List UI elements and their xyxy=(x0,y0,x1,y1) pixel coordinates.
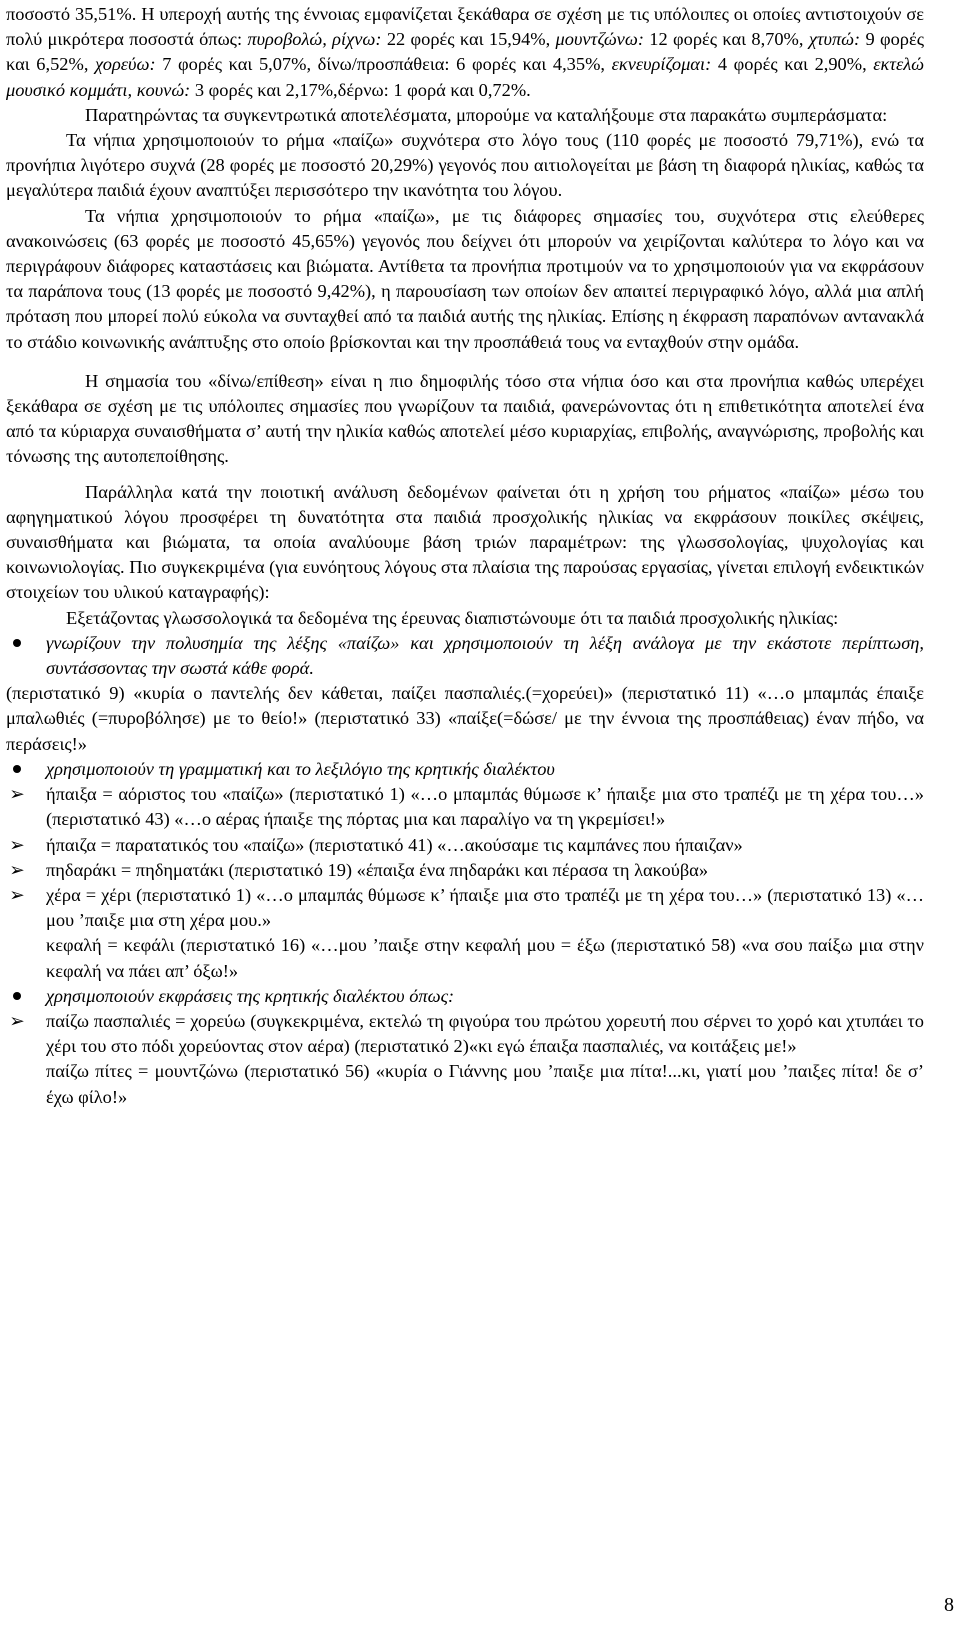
text-run: 4 φορές και 2,90%, xyxy=(711,54,874,75)
text-run: 22 φορές και 15,94%, xyxy=(381,29,556,50)
bullet-dot-icon xyxy=(6,631,28,656)
arrowhead-bullet-icon: ➢ xyxy=(9,884,25,905)
continuation-item xyxy=(6,1059,924,1109)
italic-term: πυροβολώ, ρίχνω: xyxy=(247,29,382,50)
arrow-item-text: παίζω πασπαλιές = χορεύω (συγκεκριμένα, εκτελώ τη φιγούρα του πρώτου χορευτή που σέρνει το χορό και χτυπάει το χέρι του στο πόδι χορεύοντας στον αέρα) (περιστατικό 2)«κι εγώ έπαιξα πασπαλιές, να κοιτάξεις με!» xyxy=(46,1010,924,1057)
arrow-item-text: χέρα = χέρι (περιστατικό 1) «…ο μπαμπάς θύμωσε κ’ ήπαιξε μια στο τραπέζι με τη χέρα του…» (περιστατικό 13) «…μου ’παιξε μια στη χέρα μου.» xyxy=(46,884,924,931)
bullet-item xyxy=(6,984,924,1009)
italic-term: μουντζώνω: xyxy=(555,29,644,50)
free-speech-paragraph: Τα νήπια χρησιμοποιούν το ρήμα «παίζω», με τις διάφορες σημασίες του, συχνότερα στις ελεύθερες ανακοινώσεις (63 φορές με ποσοστό 45,65%) γεγονός που δείχνει ότι μπορούν να χειρίζονται καλύτερα το λόγο και να περιγράφουν διάφορες καταστάσεις και βιώματα. Αντίθετα τα προνήπια προτιμούν να το χρησιμοποιούν για να εκφράσουν τα παράπονα τους (13 φορές με ποσοστό 9,42%), η παρουσίαση των οποίων δεν απαιτεί περιγραφικό λόγο, αλλά μια απλή πρόταση που μπορεί πολύ εύκολα να συνταχθεί από τα παιδιά αυτής της ηλικίας. Επίσης η έκφραση παραπόνων αντανακλά το στάδιο κοινωνικής ανάπτυξης στο οποίο βρίσκονται και την προσπάθειά τους να ενταχθούν στην ομάδα. xyxy=(6,205,924,352)
italic-term: εκτελώ μουσικό κομμάτι, κουνώ: xyxy=(6,54,924,100)
bullet-text: γνωρίζουν την πολυσημία της λέξης «παίζω» και χρησιμοποιούν τη λέξη ανάλογα με την εκάστοτε περίπτωση, συντάσσοντας την σωστά κάθε φορά. xyxy=(46,632,924,679)
arrowhead-bullet-icon: ➢ xyxy=(9,859,25,880)
continuation-item xyxy=(6,933,924,983)
bullet-item xyxy=(6,631,924,681)
arrow-item xyxy=(6,1009,924,1059)
text-run: 9 φορές και 6,52%, xyxy=(6,29,924,75)
infants-paragraph: Τα νήπια χρησιμοποιούν το ρήμα «παίζω» συχνότερα στο λόγο τους (110 φορές με ποσοστό 79,71%), ενώ τα προνήπια λιγότερο συχνά (28 φορές με ποσοστό 20,29%) γεγονός που αιτιολογείται με βάση τη διαφορά ηλικίας, καθώς τα μεγαλύτερα παιδιά έχουν αναπτύξει περισσότερο την ικανότητα του λόγου. xyxy=(6,130,924,201)
bullet-item xyxy=(6,757,924,782)
arrow-item-text: πηδαράκι = πηδηματάκι (περιστατικό 19) «έπαιξα ένα πηδαράκι και πέρασα τη λακούβα» xyxy=(46,859,709,880)
text-run: 7 φορές και 5,07%, δίνω/προσπάθεια: 6 φορές και 4,35%, xyxy=(155,54,612,75)
italic-term: χορεύω: xyxy=(95,54,156,75)
page-number: 8 xyxy=(944,1594,954,1616)
arrow-item-text: ήπαιξα = αόριστος του «παίζω» (περιστατικό 1) «…ο μπαμπάς θύμωσε κ’ ήπαιξε μια στο τραπέζι με τη χέρα του…» (περιστατικό 43) «…ο αέρας ήπαιξε της πόρτας μια και παραλίγο να τη γκρεμίσει!» xyxy=(46,784,924,830)
text-run: 3 φορές και 2,17%,δέρνω: 1 φορά και 0,72%. xyxy=(190,79,531,100)
arrow-item xyxy=(6,858,924,883)
give-attack-paragraph: Η σημασία του «δίνω/επίθεση» είναι η πιο δημοφιλής τόσο στα νήπια όσο και στα προνήπια καθώς υπερέχει ξεκάθαρα σε σχέση με τις υπόλοιπες σημασίες που γνωρίζουν τα παιδιά, φανερώνοντας ότι η επιθετικότητα αποτελεί ένα από τα κύριαρχα συναισθήματα σ’ αυτή την ηλικία καθώς αποτελεί μέσο κυριαρχίας, επιβολής, αναγνώρισης, προβολής και τόνωσης της αυτοπεποίθησης. xyxy=(6,370,924,467)
italic-term: εκνευρίζομαι: xyxy=(611,54,712,75)
italic-term: χτυπώ: xyxy=(808,29,861,50)
arrow-item xyxy=(6,782,924,832)
arrowhead-bullet-icon: ➢ xyxy=(9,1010,25,1031)
examples-paragraph: (περιστατικό 9) «κυρία ο παντελής δεν κάθεται, παίζει πασπαλιές.(=χορεύει)» (περιστατικό 11) «…ο μπαμπάς έπαιξε μπαλωθιές (=πυροβόλησε) με το θείο!» (περιστατικό 33) «παίξε(=δώσε/ με την έννοια της προσπάθειας) έναν πήδο, να περάσεις!» xyxy=(6,683,924,754)
arrowhead-bullet-icon: ➢ xyxy=(9,784,25,805)
arrow-item xyxy=(6,833,924,858)
bullet-dot-icon xyxy=(6,984,28,1009)
conclusions-intro-paragraph: Παρατηρώντας τα συγκεντρωτικά αποτελέσματα, μπορούμε να καταλήξουμε στα παρακάτω συμπεράσματα: xyxy=(85,104,888,125)
linguistic-paragraph: Εξετάζοντας γλωσσολογικά τα δεδομένα της έρευνας διαπιστώνουμε ότι τα παιδιά προσχολικής ηλικίας: xyxy=(66,607,839,628)
arrow-item xyxy=(6,883,924,933)
document-page xyxy=(6,2,924,1110)
bullet-text: χρησιμοποιούν τη γραμματική και το λεξιλόγιο της κρητικής διαλέκτου xyxy=(46,758,555,779)
text-run: ποσοστό 35,51%. Η υπεροχή αυτής της έννοιας εμφανίζεται ξεκάθαρα σε σχέση με τις υπόλοιπες οι οποίες αντιστοιχούν σε πολύ μικρότερα ποσοστά όπως: xyxy=(6,4,924,50)
continuation-text: παίζω πίτες = μουντζώνω (περιστατικό 56) «κυρία ο Γιάννης μου ’παιξε μια πίτα!...κι, γιατί μου ’παιξες πίτα! δε σ’ έχω φίλο!» xyxy=(46,1061,924,1107)
qualitative-paragraph: Παράλληλα κατά την ποιοτική ανάλυση δεδομένων φαίνεται ότι η χρήση του ρήματος «παίζω» μέσω του αφηγηματικού λόγου προσφέρει τη δυνατότητα στα παιδιά προσχολικής ηλικίας να εκφράσουν ποικίλες σκέψεις, συναισθήματα και βιώματα, τα οποία αναλύουμε βάση τριών παραμέτρων: της γλωσσολογίας, ψυχολογίας και κοινωνιολογίας. Πιο συγκεκριμένα (για ευνόητους λόγους στα πλαίσια της παρούσας εργασίας, γίνεται επιλογή ενδεικτικών στοιχείων του υλικού καταγραφής): xyxy=(6,481,924,603)
bullet-dot-icon xyxy=(6,757,28,782)
continuation-text: κεφαλή = κεφάλι (περιστατικό 16) «…μου ’παιξε στην κεφαλή μου = έξω (περιστατικό 58) «να σου παίξω μια στην κεφαλή να πάει απ’ όξω!» xyxy=(46,935,924,981)
arrow-item-text: ήπαιζα = παρατατικός του «παίζω» (περιστατικό 41) «…ακούσαμε τις καμπάνες που ήπαιζαν» xyxy=(46,834,743,855)
bullet-text: χρησιμοποιούν εκφράσεις της κρητικής διαλέκτου όπως: xyxy=(46,985,455,1006)
intro-paragraph xyxy=(6,2,924,103)
text-run: 12 φορές και 8,70%, xyxy=(643,29,809,50)
arrowhead-bullet-icon: ➢ xyxy=(9,834,25,855)
